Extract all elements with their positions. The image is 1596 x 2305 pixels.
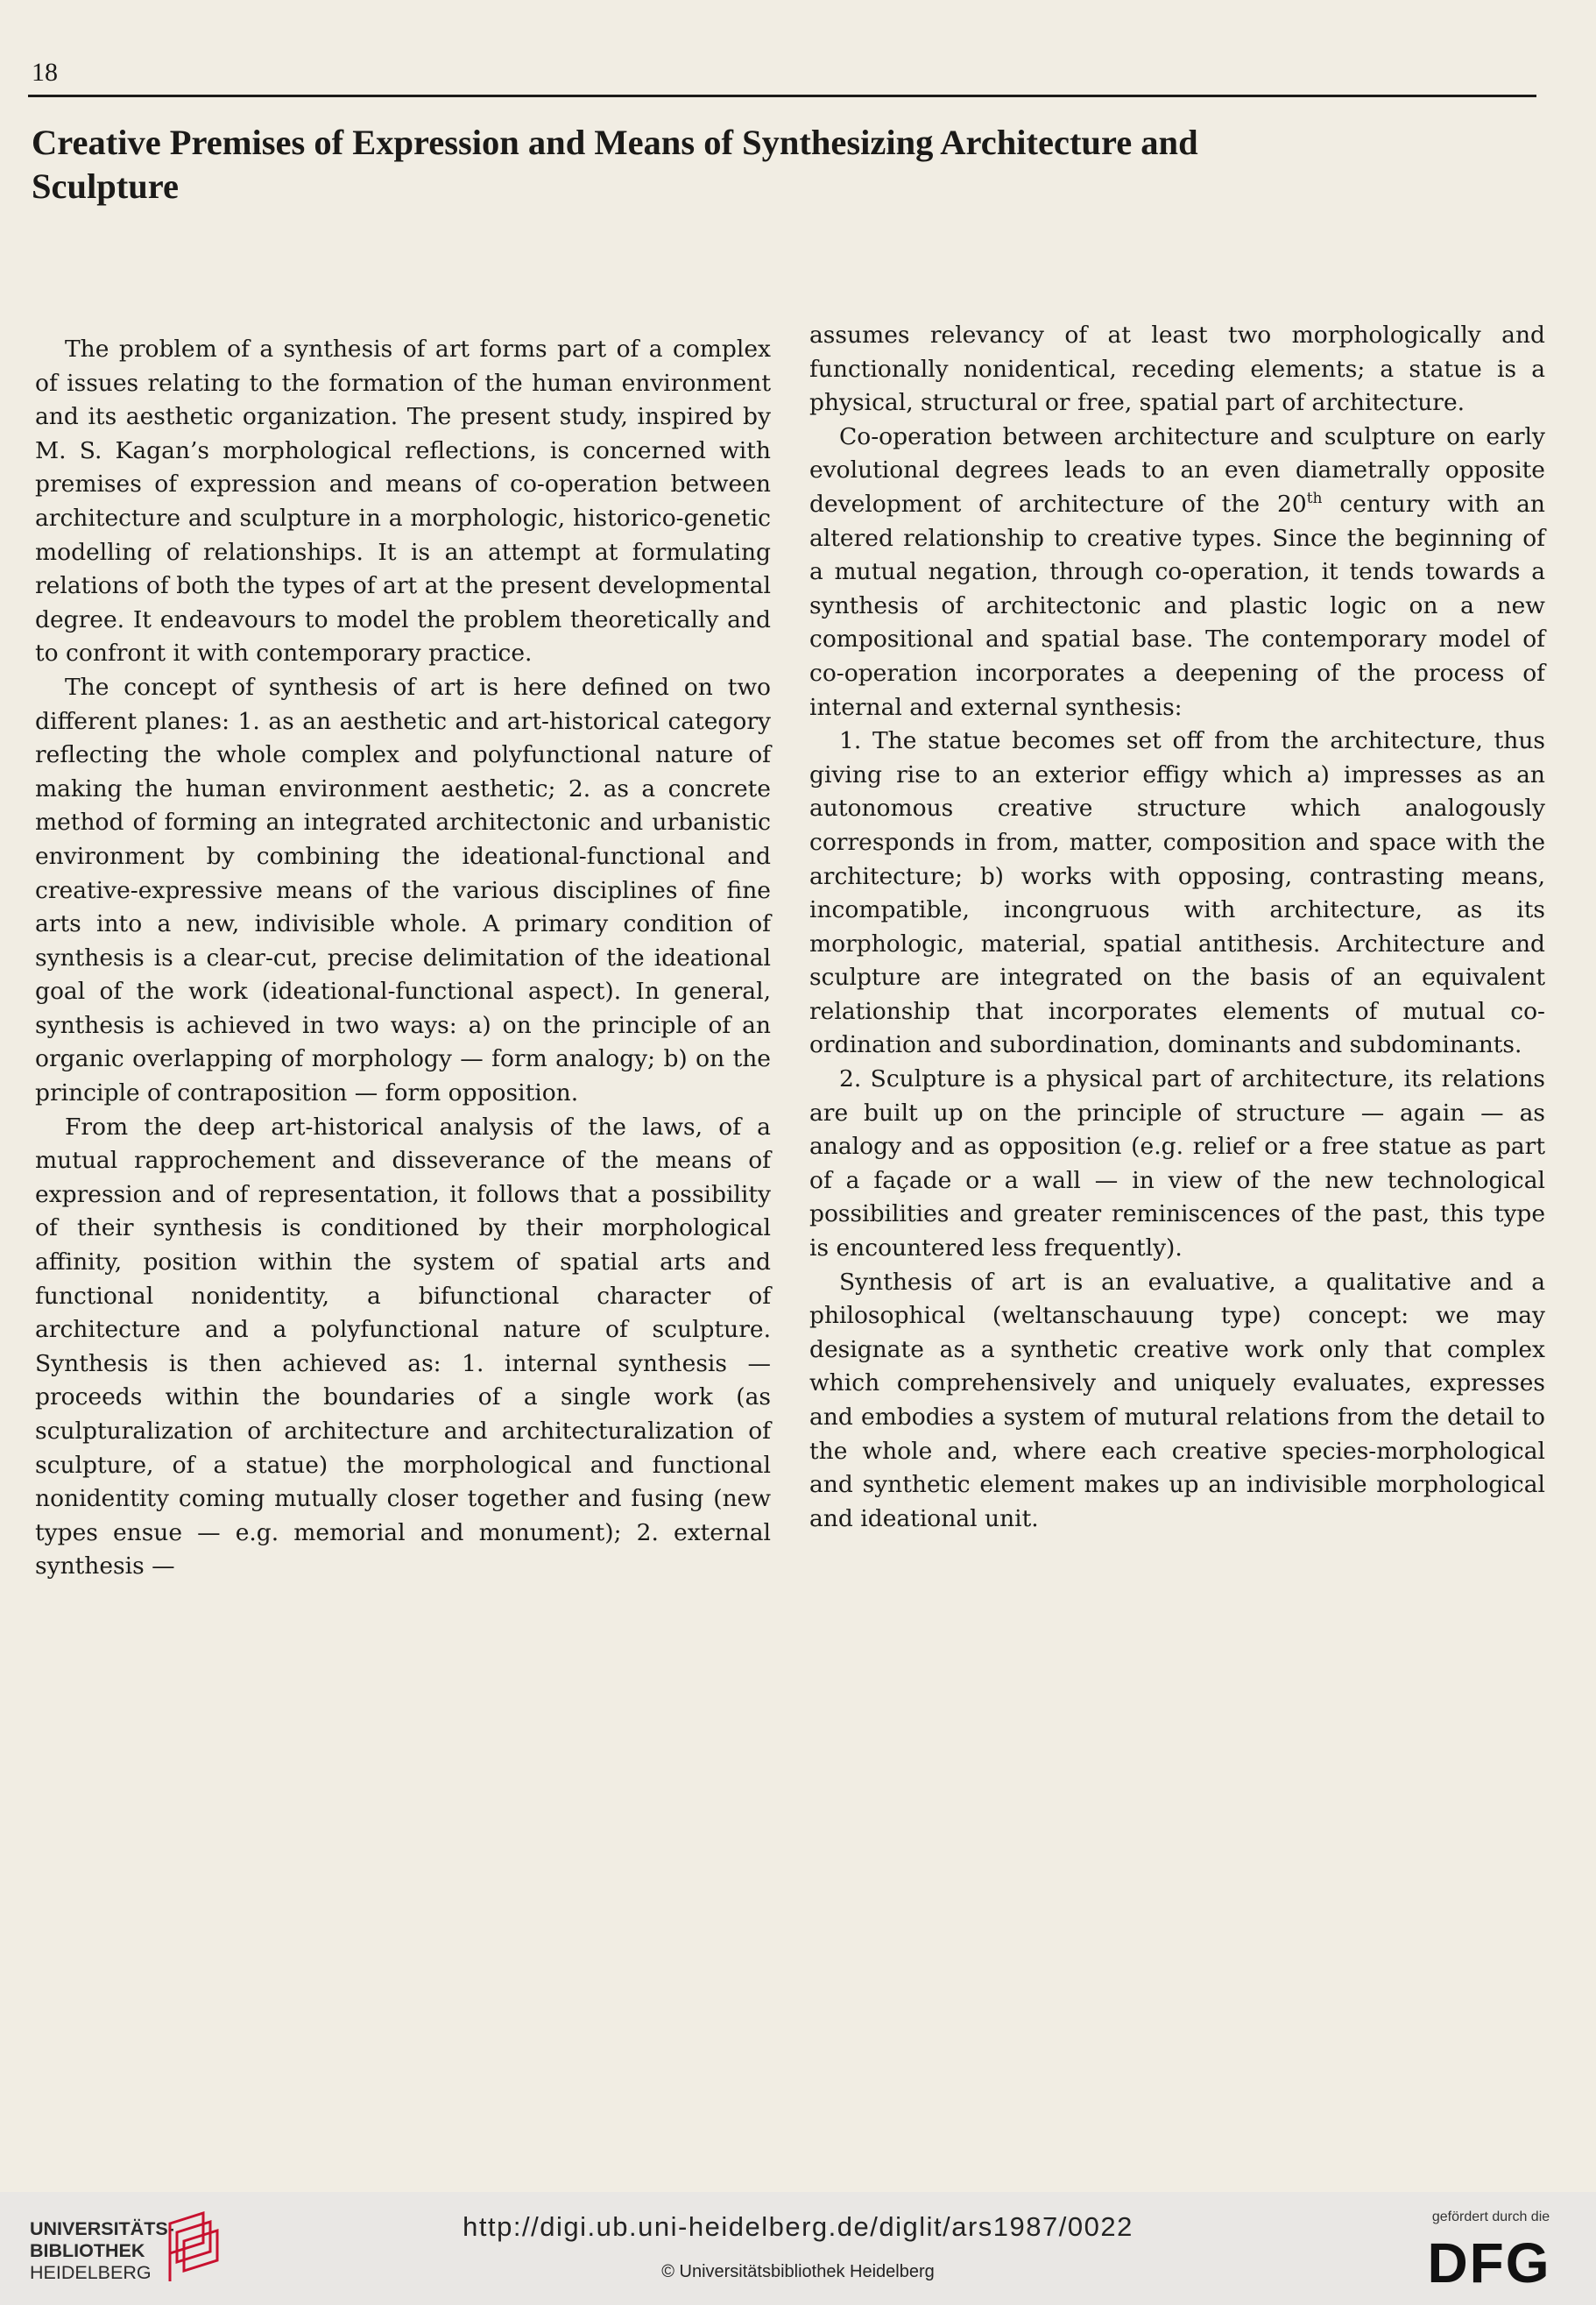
left-column — [35, 333, 771, 1584]
paragraph: assumes relevancy of at least two morphologically and functionally nonidentical, receding elements; a statue is a physical, structural or free, spatial part of architecture. — [809, 322, 1545, 417]
article-title: Creative Premises of Expression and Means of Synthesizing Architecture and Sculpture — [32, 123, 1198, 206]
paragraph-text: century with an altered relationship to creative types. Since the beginning of a mutual negation, through co-operation, it tends towards a synthesis of architectonic and plastic logic on a new compositional and spatial base. The contemporary model of co-operation incorporates a deepening of the process of internal and external synthesis: — [809, 490, 1545, 721]
footer-bar — [0, 2192, 1596, 2305]
page-number: 18 — [32, 58, 58, 87]
header-rule — [28, 95, 1536, 97]
superscript: th — [1306, 490, 1323, 508]
library-name-line: BIBLIOTHEK — [30, 2240, 145, 2261]
source-url-link[interactable]: http://digi.ub.uni-heidelberg.de/diglit/ars1987/0022 — [463, 2211, 1133, 2242]
paragraph: 1. The statue becomes set off from the architecture, thus giving rise to an exterior effigy which a) impresses as an autonomous creative structure which analogously corresponds in from, matter, composition and space with the architecture; b) works with opposing, contrasting means, incompatible, incongruous with architecture, as its morphologic, material, spatial antithesis. Architecture and sculpture are integrated on the basis of an equivalent relationship that incorporates elements of mutual co-ordination and subordination, dominants and subdominants. — [809, 727, 1545, 1059]
dfg-logo: DFG — [1427, 2231, 1551, 2294]
library-name-line: UNIVERSITÄTS- — [30, 2218, 174, 2239]
paragraph: The concept of synthesis of art is here defined on two different planes: 1. as an aesthetic and art-historical category reflecting the whole complex and polyfunctional nature of making the human environment aesthetic; 2. as a concrete method of forming an integrated architectonic and urbanistic environment by combining the ideational-functional and creative-expressive means of the various disciplines of fine arts into a new, indivisible whole. A primary condition of synthesis is a clear-cut, precise delimitation of the ideational goal of the work (ideational-functional aspect). In general, synthesis is achieved in two ways: a) on the principle of an organic overlapping of morphology — form analogy; b) on the principle of contraposition — form opposition. — [35, 673, 771, 1107]
copyright-notice: © Universitätsbibliothek Heidelberg — [661, 2262, 935, 2281]
paragraph: The problem of a synthesis of art forms part of a complex of issues relating to the formation of the human environment and its aesthetic organization. The present study, inspired by M. S. Kagan’s morphological reflections, is concerned with premises of expression and means of co-operation between architecture and sculpture in a morphologic, historico-genetic modelling of relationships. It is an attempt at formulating relations of both the types of art at the present developmental degree. It endeavours to model the problem theoretically and to confront it with contemporary practice. — [35, 336, 771, 668]
paragraph-text: Co-operation between architecture and sculpture on early evolutional degrees leads to an even diametrally opposite development of architecture of the 20 — [809, 422, 1545, 518]
funding-note: gefördert durch die — [1431, 2210, 1550, 2224]
paragraph: 2. Sculpture is a physical part of architecture, its relations are built up on the principle of structure — again — as analogy and as opposition (e.g. relief or a free statue as part of a façade or a wall — in view of the new technological possibilities and greater reminiscences of the past, this type is encountered less frequently). — [809, 1065, 1545, 1262]
paragraph: From the deep art-historical analysis of the laws, of a mutual rapprochement and disseverance of the means of expression and of representation, it follows that a possibility of their synthesis is conditioned by their morphological affinity, position within the system of spatial arts and functional nonidentity, a bifunctional character of architecture and a polyfunctional nature of sculpture. Synthesis is then achieved as: 1. internal synthesis — proceeds within the boundaries of a single work (as sculpturalization of architecture and architecturalization of sculpture, of a statue) the morphological and functional nonidentity coming mutually closer together and fusing (new types ensue — e.g. memorial and monument); 2. external synthesis — — [35, 1113, 771, 1580]
paragraph: Synthesis of art is an evaluative, a qualitative and a philosophical (weltanschauung type) concept: we may designate as a synthetic creative work only that complex which comprehensively and uniquely evaluates, expresses and embodies a system of mutural relations from the detail to the whole and, where each creative species-morphological and synthetic element makes up an indivisible morphological and ideational unit. — [809, 1268, 1545, 1532]
right-column — [809, 319, 1545, 1536]
library-name-line: HEIDELBERG — [30, 2262, 152, 2283]
paragraph — [809, 421, 1545, 725]
